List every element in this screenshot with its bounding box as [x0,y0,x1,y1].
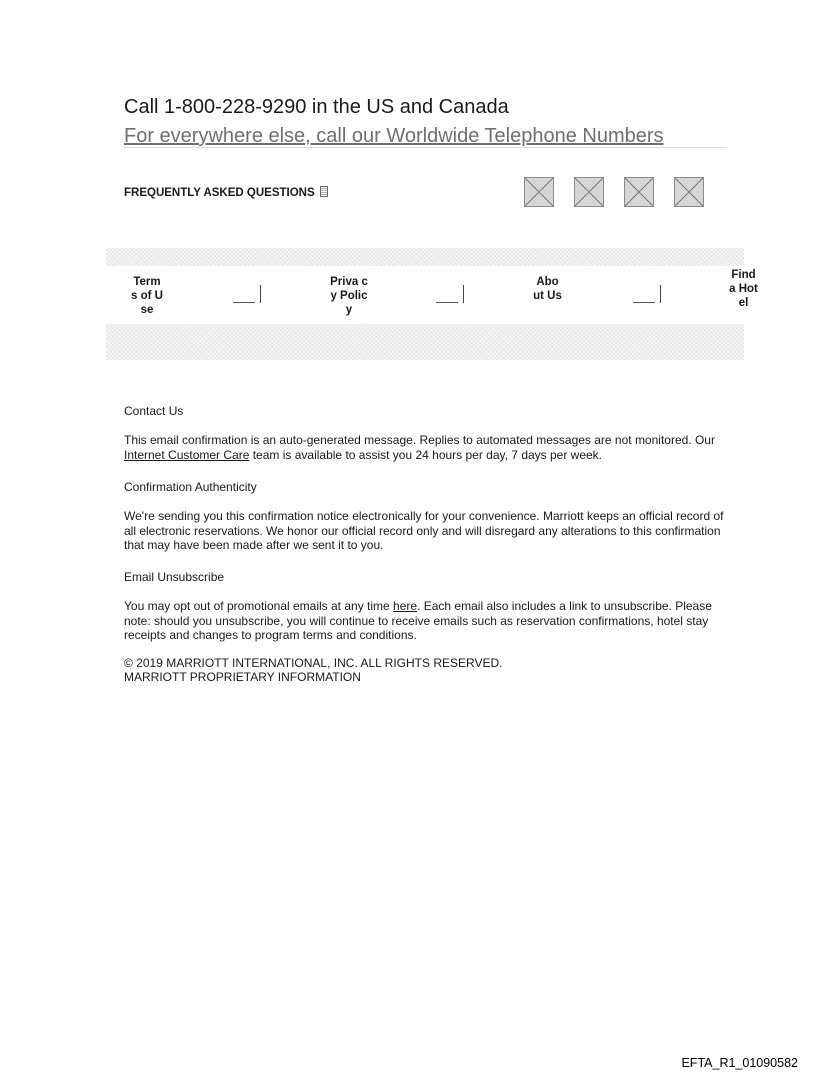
nav-terms-of-use[interactable]: Term s of Use [131,276,163,316]
copyright-line: © 2019 MARRIOTT INTERNATIONAL, INC. ALL RIGHTS RESERVED. [124,656,503,670]
header-divider [124,147,726,148]
faq-label: FREQUENTLY ASKED QUESTIONS [124,187,315,199]
nav-privacy-policy[interactable]: Priva cy Policy [330,276,368,316]
worldwide-numbers-link[interactable]: For everywhere else, call our Worldwide Telephone Numbers [124,125,664,147]
faq-link[interactable] [124,186,328,199]
call-line: Call 1-800-228-9290 in the US and Canada [124,96,509,118]
proprietary-line: MARRIOTT PROPRIETARY INFORMATION [124,670,361,684]
social-icon-1[interactable] [524,177,554,207]
unsubscribe-heading: Email Unsubscribe [124,570,225,584]
nav-separator-1 [233,285,261,303]
authenticity-heading: Confirmation Authenticity [124,480,257,494]
social-icon-3[interactable] [624,177,654,207]
unsubscribe-paragraph: You may opt out of promotional emails at any time here. Each email also includes a link to unsubscribe. Please note: should you unsubscribe, you will continue to receive emails such as reservation confirmations, hotel stay receipts and changes to program terms and conditions. [124,599,712,642]
authenticity-paragraph: We're sending you this confirmation notice electronically for your convenience. Marriott keeps an official record of all electronic reservations. We honor our official record only and will disregard any alterations to this confirmation that may have been made after we sent it to you. [124,509,724,552]
social-icon-4[interactable] [674,177,704,207]
missing-glyph-icon [320,186,328,197]
document-id: EFTA_R1_01090582 [681,1056,798,1070]
nav-find-a-hotel[interactable]: Find a Hot el [729,269,758,309]
nav-separator-3 [633,285,661,303]
nav-about-us[interactable]: Abo ut Us [533,276,562,302]
unsubscribe-here-link[interactable]: here [393,599,418,613]
contact-paragraph: This email confirmation is an auto-generated message. Replies to automated messages are not monitored. Our Internet Customer Care team is available to assist you 24 hours per day, 7 days per week. [124,433,715,462]
internet-customer-care-link[interactable]: Internet Customer Care [124,447,250,462]
nav-separator-2 [436,285,464,303]
contact-heading: Contact Us [124,404,184,418]
social-icon-2[interactable] [574,177,604,207]
